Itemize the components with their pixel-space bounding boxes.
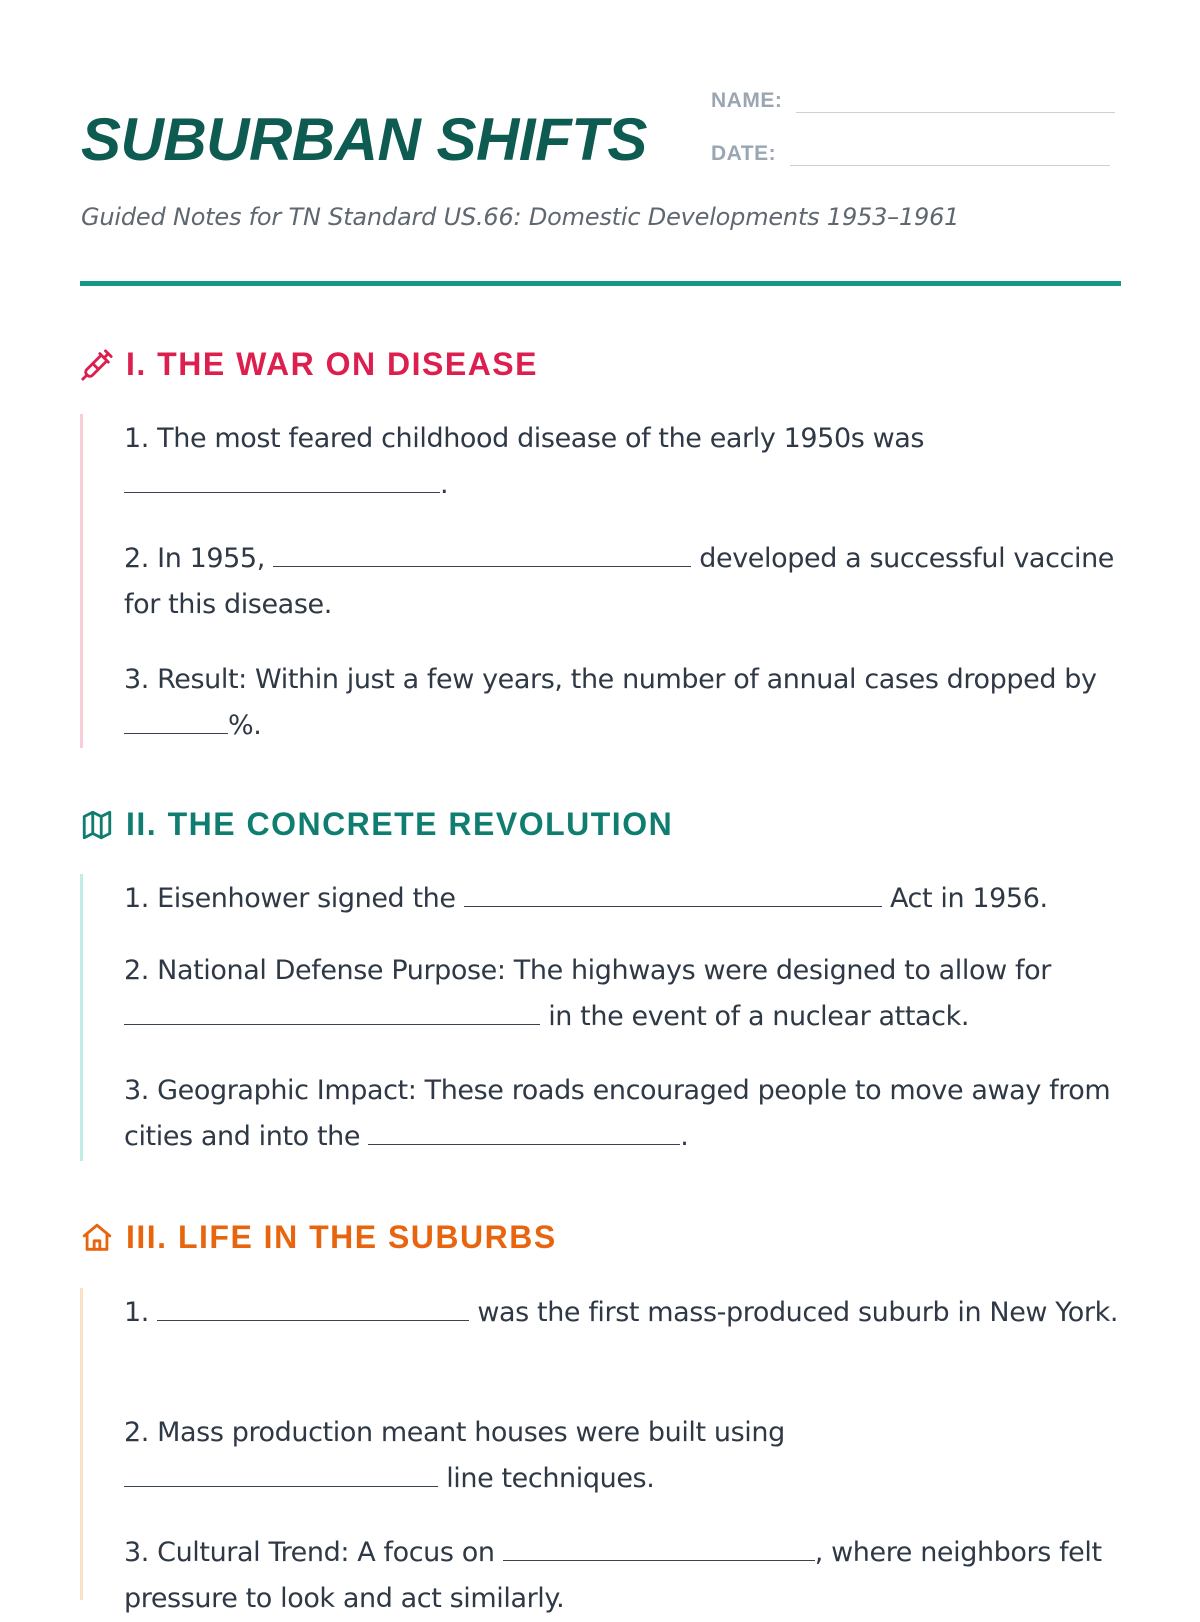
answer-blank[interactable] <box>464 880 882 907</box>
answer-blank[interactable] <box>503 1534 815 1561</box>
section-concrete-revolution-heading <box>80 806 673 843</box>
section-war-on-disease-heading <box>80 346 538 383</box>
syringe-icon <box>80 348 114 382</box>
name-label: NAME: <box>711 89 783 112</box>
question-3-3: 3. Cultural Trend: A focus on , where neighbors felt pressure to look and act similarly. <box>124 1530 1124 1622</box>
question-3-1: 1. was the first mass-produced suburb in New York. <box>124 1290 1124 1336</box>
map-icon <box>80 808 114 842</box>
date-label: DATE: <box>711 142 777 165</box>
section-title: II. THE CONCRETE REVOLUTION <box>126 806 674 842</box>
question-3-2: 2. Mass production meant houses were built using line techniques. <box>124 1417 785 1494</box>
section-accent-bar <box>80 1288 83 1600</box>
section-title: III. LIFE IN THE SUBURBS <box>126 1219 557 1255</box>
answer-blank[interactable] <box>124 707 228 734</box>
section-accent-bar <box>80 414 83 748</box>
house-icon <box>80 1221 114 1255</box>
name-field <box>711 86 1115 113</box>
date-line <box>790 139 1110 166</box>
section-title: I. THE WAR ON DISEASE <box>126 346 538 382</box>
answer-blank[interactable] <box>273 540 691 567</box>
question-2-3: 3. Geographic Impact: These roads encouraged people to move away from cities and into the . <box>124 1075 1111 1152</box>
question-2-2: 2. National Defense Purpose: The highways were designed to allow for in the event of a nuclear attack. <box>124 955 1051 1032</box>
header-divider <box>80 281 1121 286</box>
question-1-3: 3. Result: Within just a few years, the number of annual cases dropped by %. <box>124 664 1097 741</box>
worksheet-title: SUBURBAN SHIFTS <box>81 106 647 173</box>
section-life-in-suburbs-heading <box>80 1219 557 1256</box>
question-2-1: 1. Eisenhower signed the Act in 1956. <box>124 876 1124 922</box>
answer-blank[interactable] <box>157 1294 469 1321</box>
date-field <box>711 139 1110 166</box>
name-line <box>796 86 1115 113</box>
question-1-1: 1. The most feared childhood disease of the early 1950s was . <box>124 423 925 500</box>
answer-blank[interactable] <box>368 1118 680 1145</box>
question-1-2: 2. In 1955, developed a successful vaccine for this disease. <box>124 536 1124 628</box>
answer-blank[interactable] <box>124 466 440 493</box>
answer-blank[interactable] <box>124 1460 438 1487</box>
answer-blank[interactable] <box>124 998 540 1025</box>
worksheet-subtitle: Guided Notes for TN Standard US.66: Domestic Developments 1953–1961 <box>81 203 960 231</box>
section-accent-bar <box>80 874 83 1161</box>
